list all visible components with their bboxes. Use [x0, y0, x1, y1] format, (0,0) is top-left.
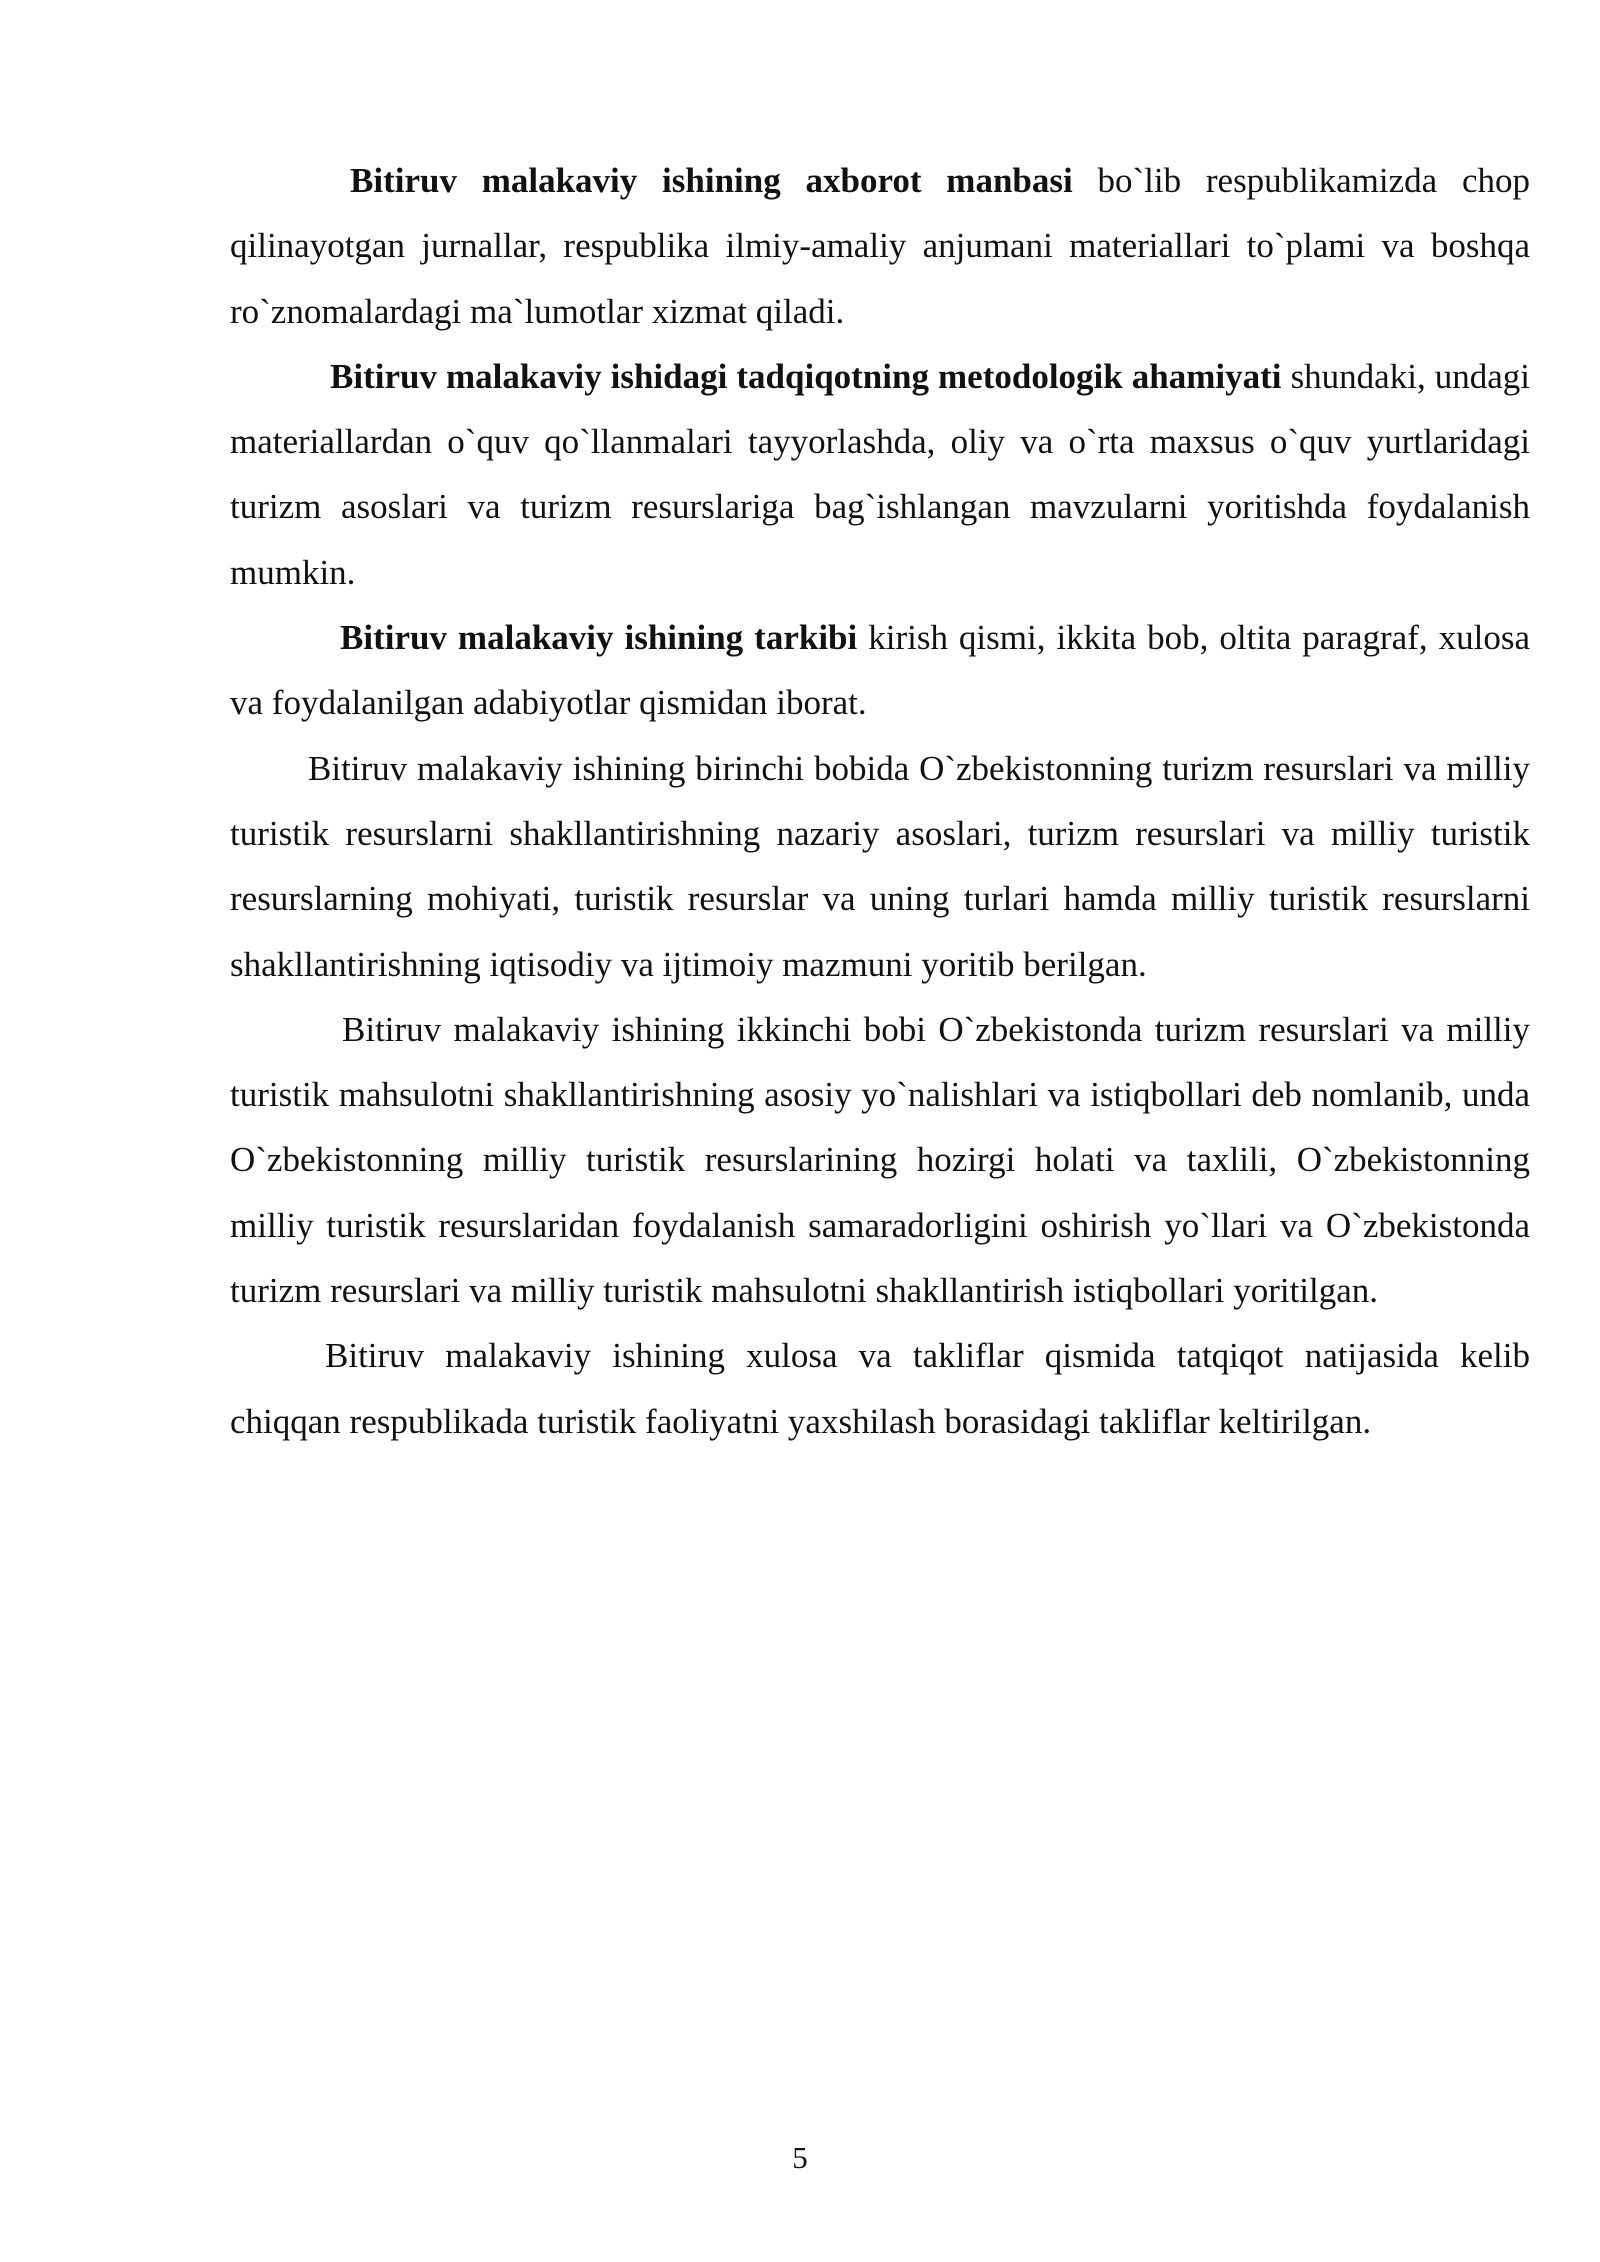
body-text [230, 148, 1530, 1454]
page-number: 5 [792, 2140, 808, 2175]
paragraph-lead: Bitiruv malakaviy ishining tarkibi [340, 618, 858, 658]
paragraph-second-chapter: Bitiruv malakaviy ishining ikkinchi bobi O`zbekistonda turizm resurslari va milliy turistik mahsulotni shakllantirishning asosiy yo`nalishlari va istiqbollari deb nomlanib, unda O`zbekistonning milliy turistik resurslarining hozirgi holati va taxlili, O`zbekistonning milliy turistik resurslaridan foydalanish samaradorligini oshirish yo`llari va O`zbekistonda turizm resurslari va milliy turistik mahsulotni shakllantirish istiqbollari yoritilgan. [230, 1009, 1530, 1311]
paragraph-methodological-importance [230, 344, 1530, 605]
paragraph-body: bo`lib respublikamizda chop qilinayotgan jurnallar, respublika ilmiy-amaliy anjumani materiallari to`plami va boshqa ro`znomalardagi ma`lumotlar xizmat qiladi. [230, 161, 1530, 331]
paragraph-lead: Bitiruv malakaviy ishidagi tadqiqotning metodologik ahamiyati [330, 356, 1282, 396]
paragraph-body: kirish qismi, ikkita bob, oltita paragraf, xulosa va foydalanilgan adabiyotlar qismidan iborat. [230, 618, 1530, 723]
paragraph-lead: Bitiruv malakaviy ishining axborot manbasi [350, 161, 1073, 200]
paragraph-conclusion: Bitiruv malakaviy ishining xulosa va takliflar qismida tatqiqot natijasida kelib chiqqan respublikada turistik faoliyatni yaxshilash borasidagi takliflar keltirilgan. [230, 1336, 1530, 1441]
paragraph-structure [230, 605, 1530, 736]
paragraph-information-source [230, 148, 1530, 344]
paragraph-first-chapter: Bitiruv malakaviy ishining birinchi bobida O`zbekistonning turizm resurslari va milliy turistik resurslarni shakllantirishning nazariy asoslari, turizm resurslari va milliy turistik resurslarning mohiyati, turistik resurslar va uning turlari hamda milliy turistik resurslarni shakllantirishning iqtisodiy va ijtimoiy mazmuni yoritib berilgan. [230, 748, 1530, 984]
paragraph-body: shundaki, undagi materiallardan o`quv qo`llanmalari tayyorlashda, oliy va o`rta maxsus o`quv yurtlaridagi turizm asoslari va turizm resurslariga bag`ishlangan mavzularni yoritishda foydalanish mumkin. [230, 356, 1530, 592]
